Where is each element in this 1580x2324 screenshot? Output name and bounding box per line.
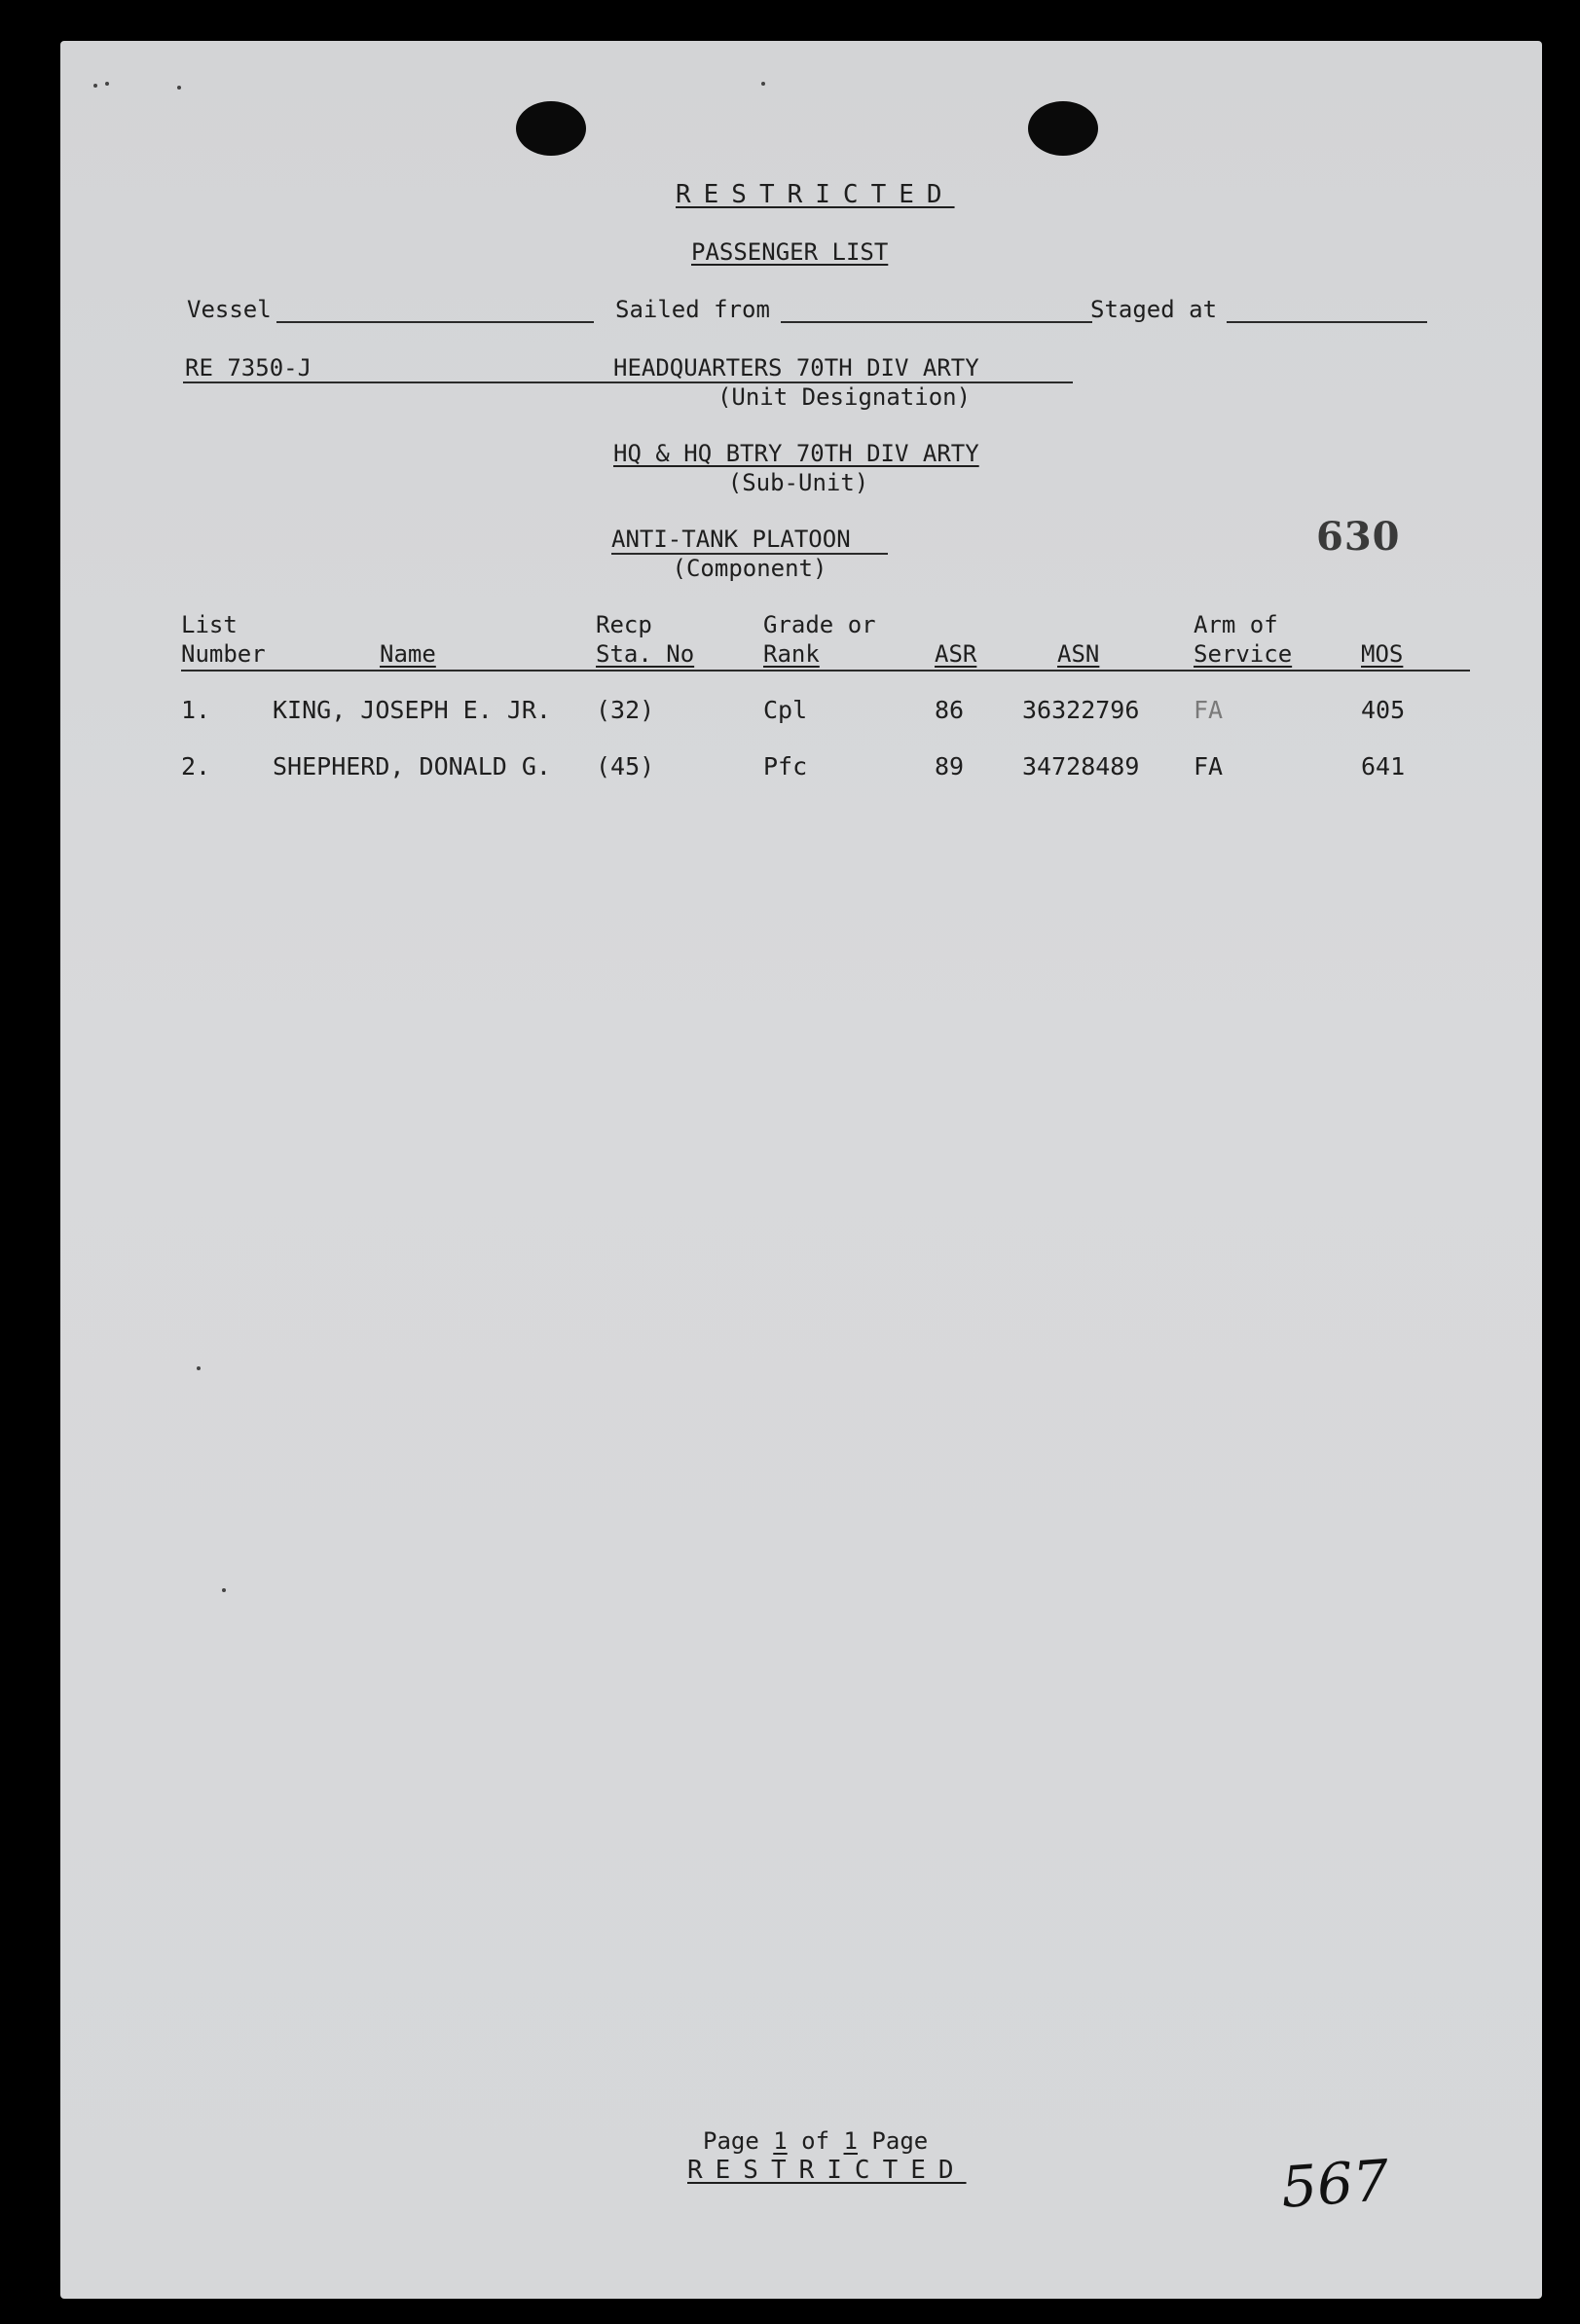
component-caption: (Component) — [672, 555, 827, 582]
restricted-footer: RESTRICTED — [687, 2156, 967, 2185]
speck — [761, 82, 765, 86]
header-asr: ASR — [935, 640, 977, 668]
restricted-header: RESTRICTED — [676, 180, 955, 209]
page-suffix: Page — [871, 2127, 929, 2155]
sailed-from-blank-line — [781, 321, 1092, 323]
component: ANTI-TANK PLATOON — [611, 526, 851, 553]
row-asn: 36322796 — [1022, 696, 1140, 724]
document-sheet — [60, 41, 1542, 2299]
page-of: of — [801, 2127, 830, 2155]
row-recp: (32) — [596, 696, 655, 724]
document-title: PASSENGER LIST — [691, 238, 889, 266]
vessel-label: Vessel — [187, 296, 272, 323]
speck — [197, 1366, 201, 1370]
table-header-rule — [181, 670, 1470, 672]
page-total: 1 — [843, 2127, 858, 2155]
row-number: 1. — [181, 696, 211, 724]
row-arm: FA — [1194, 752, 1224, 781]
header-list-number-line2: Number — [181, 640, 266, 668]
row-asr: 89 — [935, 752, 965, 781]
page-indicator — [703, 2127, 928, 2155]
header-recp-line1: Recp — [596, 611, 652, 638]
vessel-blank-line — [276, 321, 594, 323]
staged-at-blank-line — [1227, 321, 1427, 323]
sub-unit: HQ & HQ BTRY 70TH DIV ARTY — [613, 440, 979, 467]
row-name: SHEPHERD, DONALD G. — [273, 752, 551, 781]
header-recp-line2: Sta. No — [596, 640, 695, 668]
speck — [222, 1588, 226, 1592]
header-grade-line2: Rank — [763, 640, 820, 668]
row-number: 2. — [181, 752, 211, 781]
header-name: Name — [380, 640, 436, 668]
speck — [177, 86, 181, 90]
row-grade: Pfc — [763, 752, 808, 781]
row-asr: 86 — [935, 696, 965, 724]
unit-designation: HEADQUARTERS 70TH DIV ARTY — [613, 354, 979, 381]
speck — [93, 84, 97, 88]
sub-unit-caption: (Sub-Unit) — [727, 469, 869, 496]
row-grade: Cpl — [763, 696, 808, 724]
header-arm-line2: Service — [1194, 640, 1293, 668]
handwritten-number: 567 — [1278, 2147, 1391, 2221]
punch-hole-right — [1028, 101, 1098, 156]
header-arm-line1: Arm of — [1194, 611, 1278, 638]
unit-designation-caption: (Unit Designation) — [717, 383, 972, 411]
row-mos: 405 — [1361, 696, 1406, 724]
sailed-from-label: Sailed from — [615, 296, 770, 323]
row-arm: FA — [1194, 696, 1224, 724]
staged-at-label: Staged at — [1090, 296, 1218, 323]
header-grade-line1: Grade or — [763, 611, 876, 638]
header-asn: ASN — [1057, 640, 1100, 668]
row-mos: 641 — [1361, 752, 1406, 781]
stamped-number: 630 — [1316, 514, 1401, 560]
row-asn: 34728489 — [1022, 752, 1140, 781]
punch-hole-left — [516, 101, 586, 156]
header-list-number-line1: List — [181, 611, 238, 638]
page-prefix: Page — [703, 2127, 759, 2155]
row-name: KING, JOSEPH E. JR. — [273, 696, 551, 724]
unit-code: RE 7350-J — [185, 354, 312, 381]
header-mos: MOS — [1361, 640, 1404, 668]
page-current: 1 — [773, 2127, 788, 2155]
speck — [105, 82, 109, 86]
row-recp: (45) — [596, 752, 655, 781]
